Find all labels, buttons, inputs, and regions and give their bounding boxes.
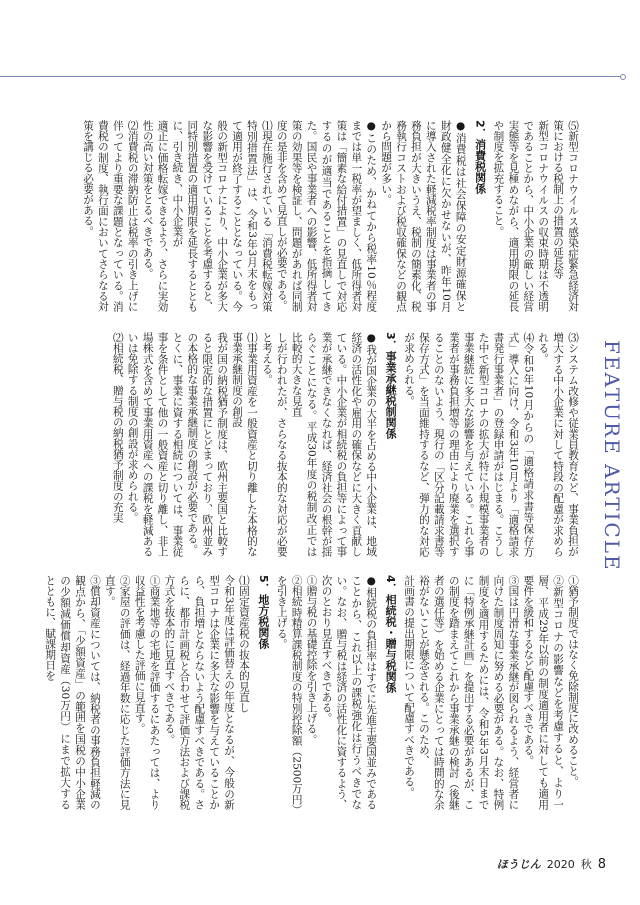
section-heading-inheritance-tax: 4．相続税・贈与税関係 — [384, 575, 398, 693]
issue-year: 2020 — [546, 857, 575, 871]
paragraph: ①贈与税の基礎控除を引き上げる。 — [305, 575, 318, 745]
paragraph: ②家屋の評価は、経過年数に応じた評価方法に見直す。 — [103, 575, 131, 810]
paragraph: ⑷令和5年10月からの「適格請求書等保存方式」導入に向け、令和3年10月より「適格請求書発行事業者」の登録申請がはじまる。こうした中で新型コロナの拡大が特に小規模事業者の事業継続に多大な影響を与えている。これら事業者が事務負担増等の理由により廃業を選択することのないよう、現行の「区分記載請求書等保存方式」を当面維持するなど、弾力的な対応が求められる。 — [403, 332, 535, 557]
paragraph: ③国は円滑な事業承継が図られるよう、経営者に向けた制度周知に努める必要がある。なお、特例制度を適用するためには、令和5年3月末日までに「特例承継計画」を提出する必要があるが、この制度を踏まえてこれから事業承継の検討（後継者の選任等）を始める企業にとっては時間的な余裕がないことが懸念される。このため、 — [417, 575, 520, 810]
paragraph: ⑸新型コロナウイルス感染症緊急経済対策における税制上の措置の延長等 — [552, 120, 579, 312]
page-number: 8 — [597, 856, 606, 872]
section-heading-local-tax: 5．地方税関係 — [256, 575, 270, 649]
feature-label: FEATURE ARTICLE — [600, 340, 624, 572]
text-column-bottom — [44, 575, 580, 810]
page-footer — [497, 856, 606, 872]
section-heading-consumption-tax: 2．消費税関係 — [473, 120, 487, 194]
text-column-middle — [44, 332, 580, 557]
section-heading-business-succession: 3．事業承継税制関係 — [384, 332, 398, 439]
paragraph: ⑴現在施行されている「消費税転嫁対策特別措置法」は、令和3年3月末をもって適用が終了することとなっている。今般の新型コロナにより、中小企業が多大な影響を受けていることを考慮すると、同特別措置の適用期限を延長するとともに、引き続き、中小企業が — [171, 120, 273, 312]
paragraph: ③償却資産については、納税者の事務負担軽減の観点から、「少額資産」の範囲を国税の中小企業の少額減価償却資産（30万円）にまで拡大するとともに、賦課期日を — [44, 575, 101, 810]
paragraph: ①猶予制度ではなく免除制度に改めること。 — [567, 575, 579, 787]
paragraph: ●相続税の負担率はすでに先進主要国並みであることから、これ以上の課税強化は行うべきでない。なお、贈与税は経済の活性化に資するよう、次のとおり見直すべきである。 — [320, 575, 378, 810]
paragraph: 適正に価格転嫁できるよう、さらに実効性の高い対策をとるべきである。 — [141, 120, 169, 312]
publication-logo: ほうじん — [496, 858, 541, 871]
paragraph: ⑵消費税の滞納防止は税率の引き上げに伴ってより重要な課題となっている。消費税の制度、執行面においてさらなる対策を講じる必要がある。 — [82, 120, 139, 312]
paragraph: ●このため、かねてから税率10％程度までは単一税率が望ましく、低所得者対策は「簡素な給付措置」の見直しで対応するのが適当であることを指摘してきた。国民や事業者への影響、低所得者対策の効果等を検証し、問題があれば同制度の是非を含めて見直しが必要である。 — [275, 120, 378, 312]
text-column-top — [44, 120, 580, 312]
paragraph: とくに、事業に資する相続については、事業従事を条件として他の一般資産と切り離し、非上場株式を含めて事業用資産への課税を軽減あるいは免除する制度の創設が求められる。 — [126, 332, 184, 557]
paragraph: 我が国の納税猶予制度は、欧州主要国と比較すると限定的な措置にとどまっており、欧州並みの本格的な事業承継制度の創設が必要である。 — [186, 332, 229, 557]
paragraph: ②相続時精算課税制度の特別控除額（2500万円）を引き上げる。 — [275, 575, 303, 810]
paragraph: ⑴固定資産税の抜本的見直し — [237, 575, 250, 713]
paragraph: ⑵相続税、贈与税の納税猶予制度の充実 — [111, 332, 124, 523]
paragraph: ⑴事業用資産を一般資産と切り離した本格的な事業承継制度の創設 — [231, 332, 258, 557]
header-rule — [0, 76, 620, 77]
paragraph: ①商業地等の宅地を評価するにあたっては、より収益性を考慮した評価に見直す。 — [133, 575, 161, 810]
paragraph: しが行われたが、さらなる抜本的な対応が必要と考える。 — [260, 332, 288, 557]
paragraph: ●消費税は社会保障の安定財源確保と財政健全化に欠かせないが、昨年10月に導入された軽減税率制度は事業者の事務負担が大きいうえ、税制の簡素化、税務執行コストおよび税収確保などの観点から問題が多い。 — [380, 120, 467, 312]
paragraph: 計画書の提出期限について配慮すべきである。 — [403, 575, 416, 798]
paragraph: ⑶システム改修や従業員教育など、事業負担が増大する中小企業に対して特段の配慮が求められる。 — [537, 332, 579, 557]
paragraph: 新型コロナウイルスの収束時期は不透明であることから、中小企業の厳しい経営実態等を見極めながら、適用期限の延長や制度を拡充すること。 — [492, 120, 550, 312]
paragraph: 令和3年度は評価替えの年度となるが、今般の新型コロナは企業に多大な影響を与えていることから、負担増とならないよう配慮すべきである。さらに、都市計画税と合わせて評価方法および課税方式を抜本的に見直すべきである。 — [163, 575, 236, 810]
paragraph: ●我が国企業の大半を占める中小企業は、地域経済の活性化や雇用の確保などに大きく貢献している。中小企業が相続税の負担等によって事業が承継できなくなれば、経済社会の根幹が揺らぐことになる。平成30年度の税制改正では比較的大きな見直 — [290, 332, 378, 557]
paragraph: ②新型コロナの影響などを考慮すると、より一層、平成29年以前の制度適用者に対しても適用要件を緩和するなど配慮すべきである。 — [522, 575, 565, 810]
issue-season: 秋 — [580, 858, 592, 871]
